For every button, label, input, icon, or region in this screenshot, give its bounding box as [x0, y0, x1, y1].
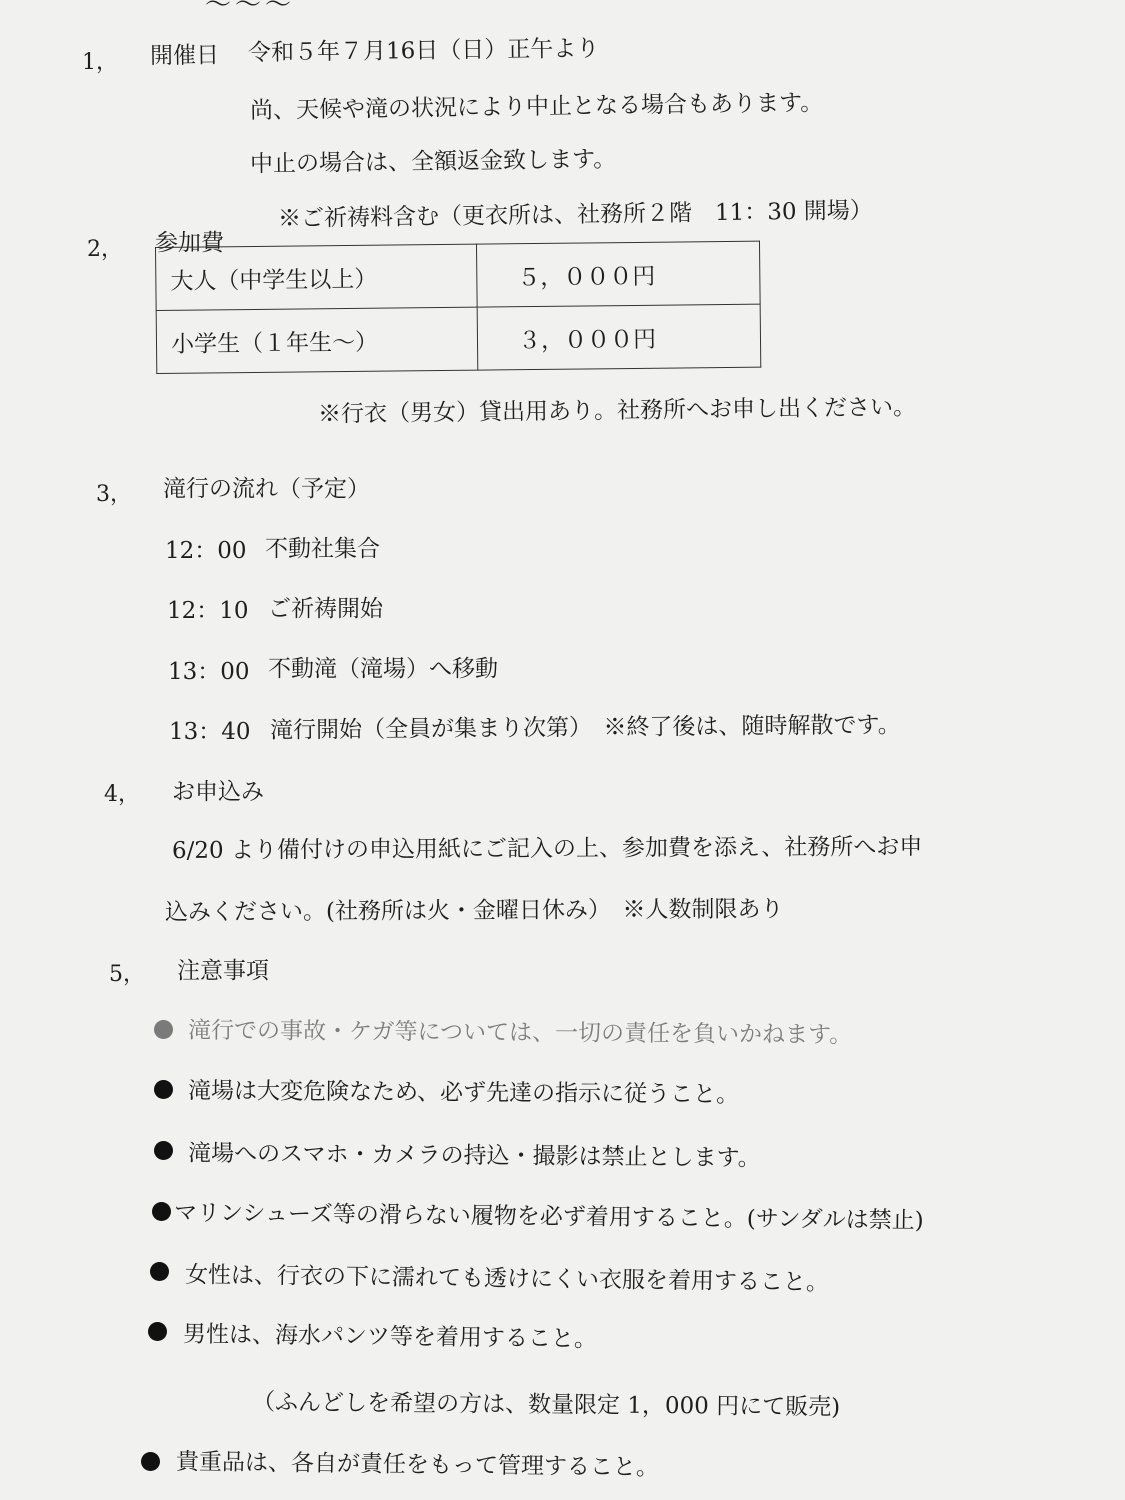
- caution-item-valuables: 貴重品は、各自が責任をもって管理すること。: [175, 1449, 660, 1481]
- loincloth-note: （ふんどしを希望の方は、数量限定 1，000 円にて販売): [251, 1389, 841, 1421]
- caution-item: 男性は、海水パンツ等を着用すること。: [182, 1321, 598, 1353]
- schedule-event: 滝行開始（全員が集まり次第） ※終了後は、随時解散です。: [269, 712, 901, 744]
- refund-note: 中止の場合は、全額返金致します。: [249, 146, 617, 178]
- section-3-label: 滝行の流れ（予定）: [163, 476, 370, 502]
- caution-item: マリンシューズ等の滑らない履物を必ず着用すること。(サンダルは禁止): [173, 1200, 924, 1234]
- application-line-2: 込みください。(社務所は火・金曜日休み） ※人数制限あり: [164, 896, 784, 926]
- caution-item: 滝場は大変危険なため、必ず先達の指示に従うこと。: [187, 1078, 740, 1108]
- cut-off-heading: 〜〜〜: [205, 0, 296, 20]
- table-row: [156, 304, 761, 373]
- table-row: [156, 241, 761, 310]
- caution-item: 滝行での事故・ケガ等については、一切の責任を負いかねます。: [187, 1017, 853, 1049]
- cancellation-note: 尚、天候や滝の状況により中止となる場合もあります。: [249, 89, 824, 125]
- rental-note: ※行衣（男女）貸出用あり。社務所へお申し出ください。: [317, 394, 917, 428]
- bullet-icon: [154, 1080, 173, 1099]
- schedule-time: 13：40: [169, 719, 251, 745]
- section-1-label: 開催日: [149, 42, 220, 70]
- schedule-event: 不動社集合: [265, 536, 380, 562]
- schedule-time: 12：10: [167, 598, 249, 624]
- bullet-icon: [141, 1452, 160, 1471]
- section-3-number: 3，: [96, 482, 132, 507]
- section-5-label: 注意事項: [177, 958, 269, 984]
- bullet-icon: [152, 1202, 171, 1221]
- bullet-icon: [154, 1020, 173, 1039]
- schedule-time: 13：00: [168, 659, 250, 685]
- section-4-number: 4，: [104, 782, 140, 807]
- event-date: 令和５年７月16日（日）正午より: [247, 35, 600, 67]
- section-5-number: 5，: [109, 962, 145, 987]
- bullet-icon: [148, 1322, 167, 1341]
- caution-item: 滝場へのスマホ・カメラの持込・撮影は禁止とします。: [187, 1140, 761, 1172]
- fee-category-adult: 大人（中学生以上）: [156, 244, 478, 310]
- schedule-time: 12：00: [165, 538, 247, 564]
- fee-price-child: ３，０００円: [477, 304, 761, 370]
- fee-category-child: 小学生（１年生〜）: [156, 307, 478, 373]
- schedule-event: 不動滝（滝場）へ移動: [268, 656, 498, 682]
- application-line-1: 6/20 より備付けの申込用紙にご記入の上、参加費を添え、社務所へお申: [171, 834, 923, 864]
- bullet-icon: [154, 1141, 173, 1160]
- fee-table: [155, 241, 761, 374]
- schedule-event: ご祈祷開始: [268, 596, 383, 622]
- section-1-number: 1，: [82, 50, 118, 75]
- bullet-icon: [150, 1262, 169, 1281]
- fee-price-adult: ５，０００円: [476, 241, 760, 307]
- section-2-number: 2，: [87, 237, 123, 262]
- section-2-label: 参加費: [155, 230, 224, 256]
- section-4-label: お申込み: [172, 779, 264, 805]
- fee-note: ※ご祈祷料含む（更衣所は、社務所２階 11：30 開場）: [277, 197, 874, 233]
- caution-item: 女性は、行衣の下に濡れても透けにくい衣服を着用すること。: [184, 1262, 830, 1296]
